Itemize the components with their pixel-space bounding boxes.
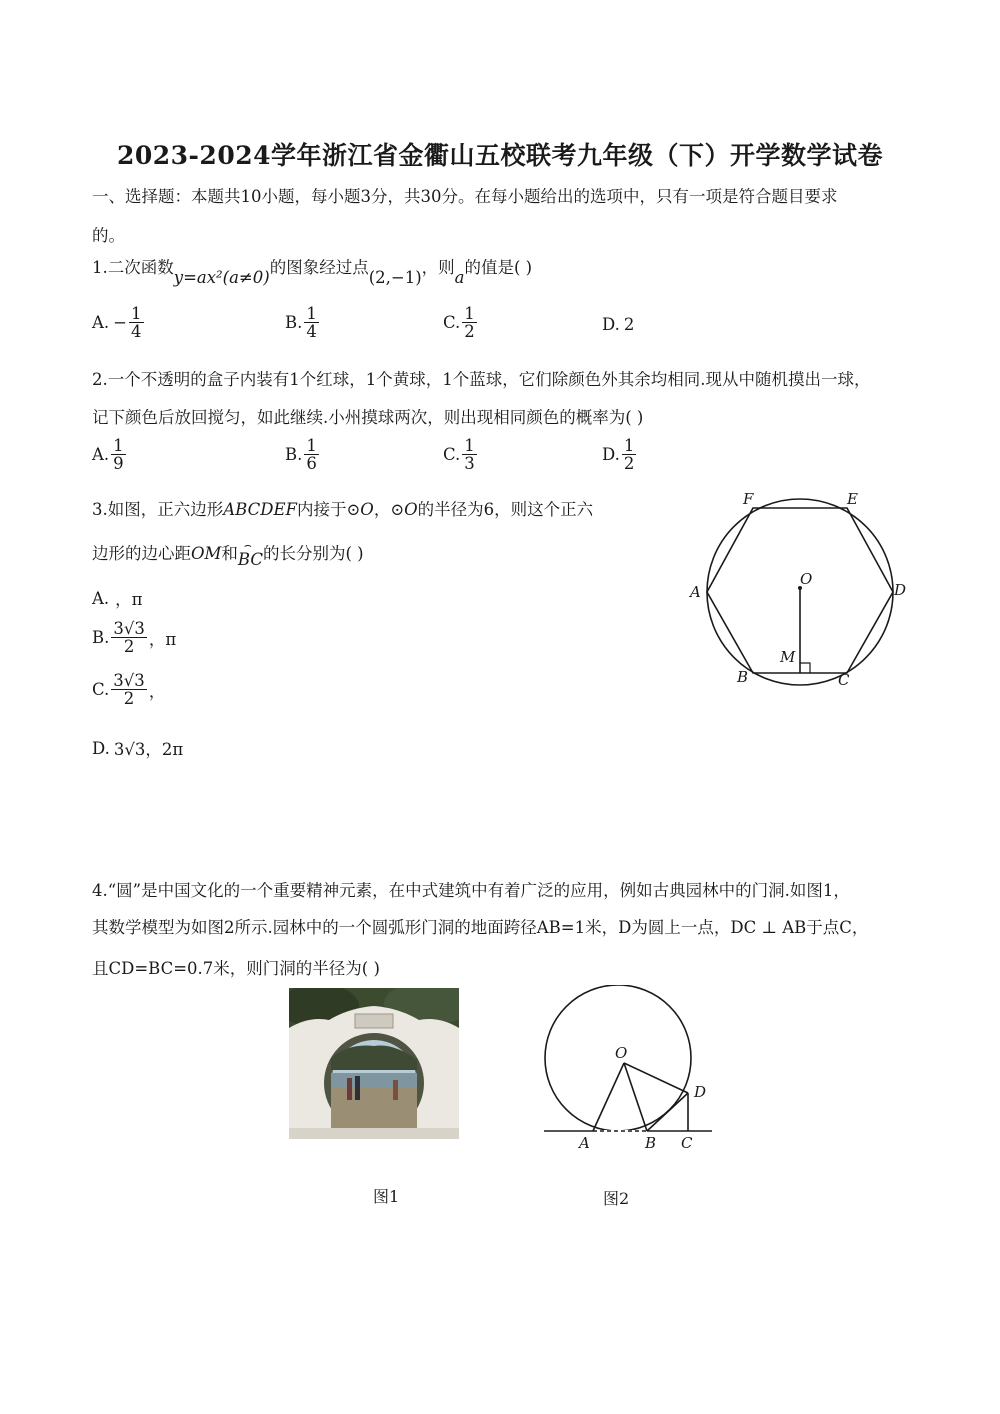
- option-value: 3√3，2π: [113, 740, 184, 759]
- q1-mid: 的图象经过点: [269, 258, 369, 277]
- q3-text: 的长分别为( ): [262, 544, 364, 563]
- segment-ob: [624, 1063, 647, 1131]
- label-a: A: [579, 1134, 590, 1152]
- question-1-stem: [92, 254, 533, 287]
- q1-option-c[interactable]: [443, 305, 479, 341]
- option-sign: −: [113, 313, 127, 333]
- label-d: D: [894, 581, 907, 599]
- numerator: 1: [623, 436, 635, 455]
- fraction: [462, 305, 477, 341]
- q3-text: 和: [221, 544, 238, 563]
- label-o: O: [615, 1044, 628, 1062]
- numerator: 1: [131, 304, 142, 323]
- q3-arc-bc: ⌢ BC: [237, 538, 263, 569]
- q3-circle-name: O: [360, 500, 374, 519]
- denominator: 9: [113, 454, 124, 474]
- q1-point: (2,−1): [368, 268, 422, 287]
- numerator: 1: [306, 436, 317, 455]
- q3-option-a[interactable]: [92, 586, 143, 610]
- denominator: 6: [306, 454, 317, 474]
- q1-suffix: 的值是( ): [464, 258, 533, 277]
- option-label: C.: [443, 313, 461, 333]
- q3-text: 内接于⊙: [296, 500, 361, 519]
- q3-circle-name: O: [404, 500, 418, 519]
- option-value: 2: [623, 315, 635, 334]
- fraction: [111, 620, 147, 656]
- option-value: ，π: [115, 590, 143, 609]
- denominator: 2: [123, 637, 135, 657]
- q2-option-b[interactable]: [285, 437, 321, 473]
- q1-prefix: 1.二次函数: [92, 258, 174, 277]
- option-label: D.: [602, 315, 620, 334]
- moon-gate-illustration: [289, 988, 459, 1139]
- option-label: A.: [92, 313, 110, 333]
- q1-option-a[interactable]: [92, 305, 146, 341]
- fraction: [111, 437, 126, 473]
- label-a: A: [690, 583, 701, 601]
- denominator: 4: [131, 322, 142, 342]
- numerator: 3√3: [113, 619, 145, 638]
- option-value: ，π: [148, 629, 177, 649]
- question-3-line1: [92, 496, 593, 520]
- question-3-line2: [92, 538, 364, 569]
- numerator: 1: [464, 436, 475, 455]
- q1-option-d[interactable]: [602, 315, 634, 334]
- q3-hexagon-figure: [680, 480, 920, 690]
- option-label: B.: [285, 445, 303, 465]
- q2-option-c[interactable]: [443, 437, 479, 473]
- label-b: B: [737, 668, 749, 686]
- q3-option-b[interactable]: [92, 620, 176, 656]
- section-header-line1: 一、选择题：本题共10小题，每小题3分，共30分。在每小题给出的选项中，只有一项是符合题目要求: [92, 187, 838, 206]
- option-label: D.: [602, 445, 620, 465]
- q2-option-d[interactable]: [602, 437, 638, 473]
- option-label: B.: [92, 628, 110, 648]
- q3-text: 边形的边心距: [92, 544, 191, 563]
- arc-label: BC: [237, 550, 263, 569]
- label-f: F: [743, 490, 754, 508]
- numerator: 1: [113, 436, 124, 455]
- denominator: 2: [464, 322, 475, 342]
- denominator: 2: [623, 454, 635, 474]
- label-e: E: [847, 490, 858, 508]
- numerator: 1: [306, 304, 317, 323]
- label-m: M: [780, 648, 796, 666]
- q3-hexagon-name: ABCDEF: [223, 500, 297, 519]
- fraction: [111, 672, 147, 708]
- option-label: D.: [92, 738, 110, 758]
- denominator: 3: [464, 454, 475, 474]
- label-d: D: [694, 1083, 707, 1101]
- denominator: 2: [123, 689, 135, 709]
- q1-option-b[interactable]: [285, 305, 321, 341]
- fraction: [462, 437, 477, 473]
- label-c: C: [681, 1134, 693, 1152]
- label-c: C: [838, 671, 850, 689]
- fraction: [622, 437, 637, 473]
- figure-2-caption: 图2: [603, 1189, 630, 1208]
- fraction: [304, 437, 319, 473]
- option-label: A.: [92, 445, 110, 465]
- q3-text: 的半径为6，则这个正六: [417, 500, 594, 519]
- q2-option-a[interactable]: [92, 437, 128, 473]
- q3-text: 3.如图，正六边形: [92, 500, 224, 519]
- label-b: B: [645, 1134, 657, 1152]
- fraction: [129, 305, 144, 341]
- q4-circle-figure: [540, 985, 720, 1160]
- segment-od: [624, 1063, 688, 1093]
- option-value: ，: [148, 681, 166, 701]
- question-2-line2: 记下颜色后放回搅匀，如此继续.小州摸球两次，则出现相同颜色的概率为( ): [92, 408, 644, 427]
- question-4-line2: 其数学模型为如图2所示.园林中的一个圆弧形门洞的地面跨径AB=1米，D为圆上一点，DC ⊥ AB于点C，: [92, 918, 869, 937]
- option-label: C.: [92, 680, 110, 700]
- option-label: A.: [92, 588, 110, 608]
- numerator: 3√3: [113, 671, 145, 690]
- q1-function: y=ax²(a≠0): [173, 268, 270, 287]
- denominator: 4: [306, 322, 317, 342]
- q3-option-d[interactable]: [92, 736, 183, 760]
- question-4-line1: 4.“圆”是中国文化的一个重要精神元素，在中式建筑中有着广泛的应用，例如古典园林中的门洞.如图1，: [92, 881, 850, 900]
- option-label: B.: [285, 313, 303, 333]
- segment-oa: [593, 1063, 624, 1131]
- q1-mid2: ，则: [421, 258, 455, 277]
- q3-text: ，⊙: [373, 500, 405, 519]
- question-4-line3: 且CD=BC=0.7米，则门洞的半径为( ): [92, 959, 380, 978]
- q1-var: a: [454, 268, 465, 287]
- label-o: O: [800, 570, 813, 588]
- page-title: 2023-2024学年浙江省金衢山五校联考九年级（下）开学数学试卷: [116, 141, 884, 170]
- segment-bd: [647, 1093, 688, 1131]
- fraction: [304, 305, 319, 341]
- moon-gate-photo: [289, 988, 459, 1139]
- q3-option-c[interactable]: [92, 672, 165, 708]
- right-angle-mark: [800, 663, 810, 673]
- q3-om: OM: [191, 544, 222, 563]
- section-header-line2: 的。: [92, 226, 125, 245]
- figure-1-caption: 图1: [373, 1187, 400, 1206]
- question-2-line1: 2.一个不透明的盒子内装有1个红球，1个黄球，1个蓝球，它们除颜色外其余均相同.现从中随机摸出一球，: [92, 370, 871, 389]
- option-label: C.: [443, 445, 461, 465]
- numerator: 1: [464, 304, 475, 323]
